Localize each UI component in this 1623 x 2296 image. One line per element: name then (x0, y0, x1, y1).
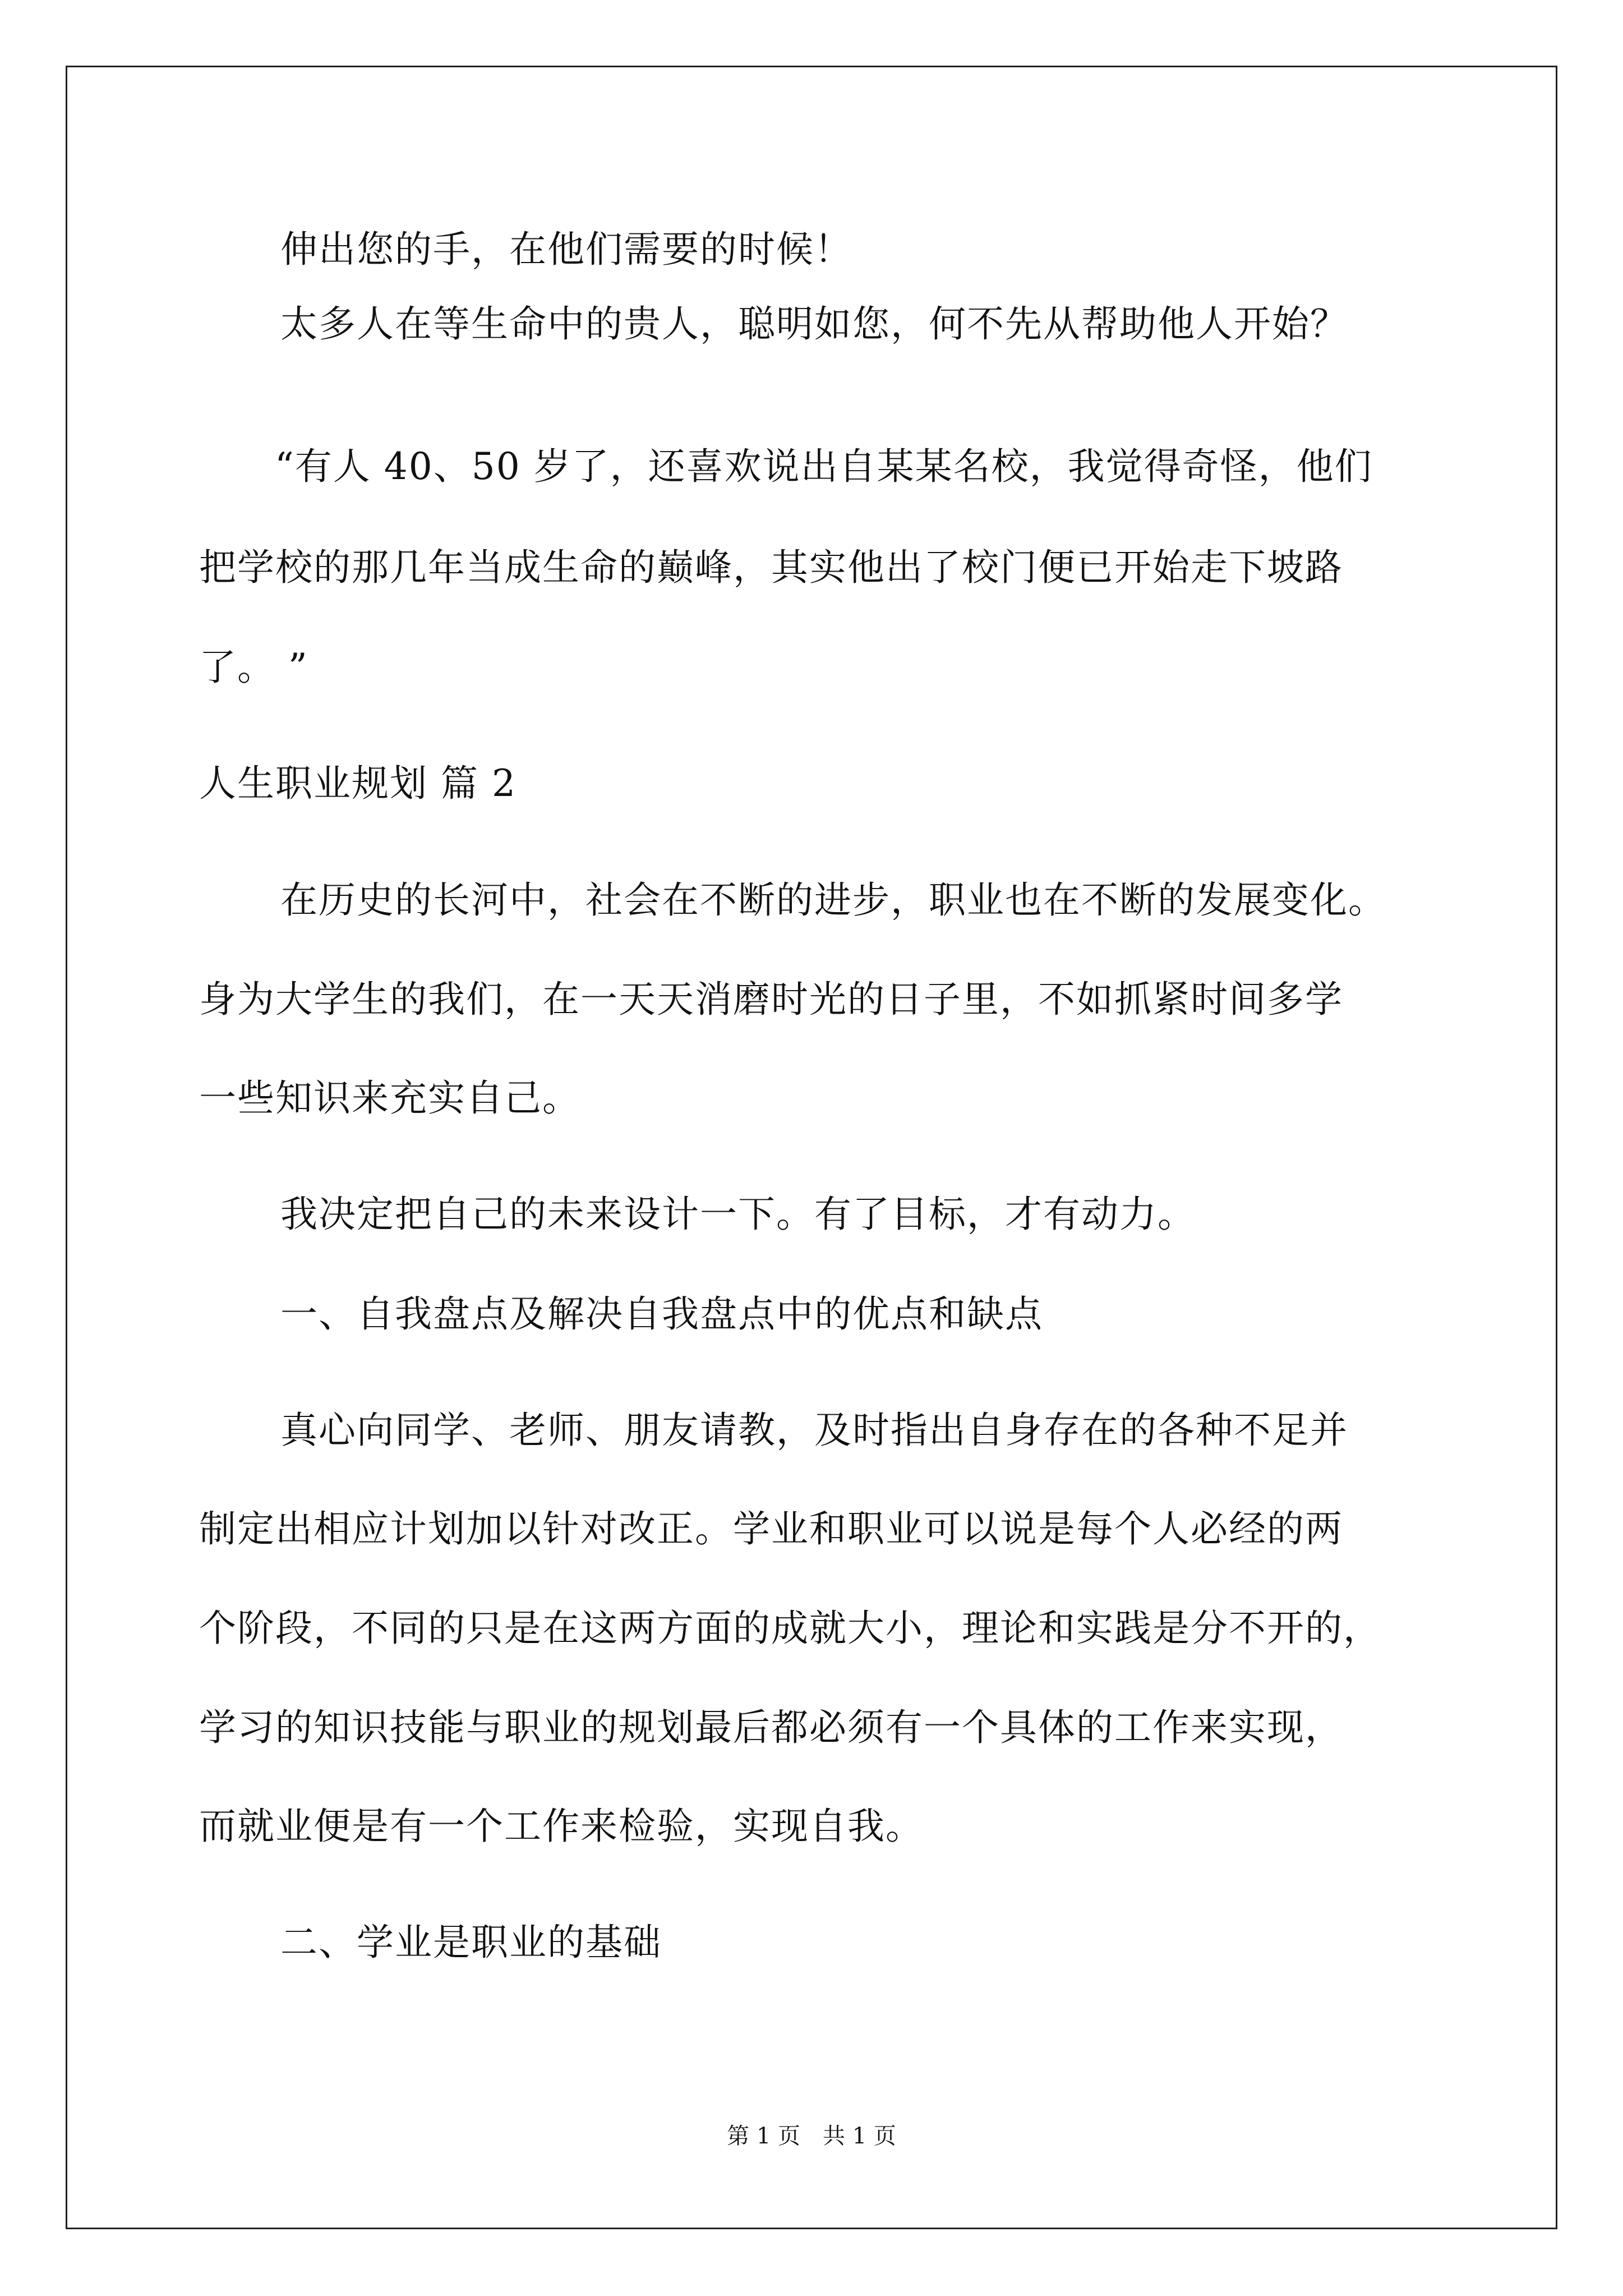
paragraph-line: 了。 ” (199, 646, 308, 689)
subheading: 一、自我盘点及解决自我盘点中的优点和缺点 (280, 1292, 1043, 1336)
paragraph-line: 制定出相应计划加以针对改正。学业和职业可以说是每个人必经的两 (199, 1507, 1343, 1550)
paragraph-line: 而就业便是有一个工作来检验，实现自我。 (199, 1805, 924, 1848)
paragraph-line: 伸出您的手，在他们需要的时候！ (280, 228, 852, 271)
paragraph-line: 在历史的长河中，社会在不断的进步，职业也在不断的发展变化。 (280, 878, 1386, 922)
paragraph-line: 太多人在等生命中的贵人，聪明如您，何不先从帮助他人开始？ (280, 302, 1348, 346)
page-footer (0, 2122, 1623, 2150)
page-number: 第 1 页 (727, 2123, 800, 2149)
page-total: 共 1 页 (823, 2123, 896, 2149)
page-border (66, 66, 1557, 2229)
subheading: 二、学业是职业的基础 (280, 1921, 662, 1964)
paragraph-line: 学习的知识技能与职业的规划最后都必须有一个具体的工作来实现， (199, 1706, 1343, 1749)
paragraph-line: 把学校的那几年当成生命的巅峰，其实他出了校门便已开始走下坡路 (199, 546, 1343, 589)
paragraph-line: 身为大学生的我们，在一天天消磨时光的日子里，不如抓紧时间多学 (199, 978, 1343, 1021)
paragraph-line: 我决定把自己的未来设计一下。有了目标，才有动力。 (280, 1193, 1196, 1236)
paragraph-line: 个阶段，不同的只是在这两方面的成就大小，理论和实践是分不开的， (199, 1607, 1381, 1650)
paragraph-line: 真心向同学、老师、朋友请教，及时指出自身存在的各种不足并 (280, 1409, 1348, 1452)
paragraph-line: 一些知识来充实自己。 (199, 1076, 580, 1120)
paragraph-line: “有人 40、50 岁了，还喜欢说出自某某名校，我觉得奇怪，他们 (275, 445, 1373, 488)
section-heading: 人生职业规划 篇 2 (199, 762, 517, 805)
